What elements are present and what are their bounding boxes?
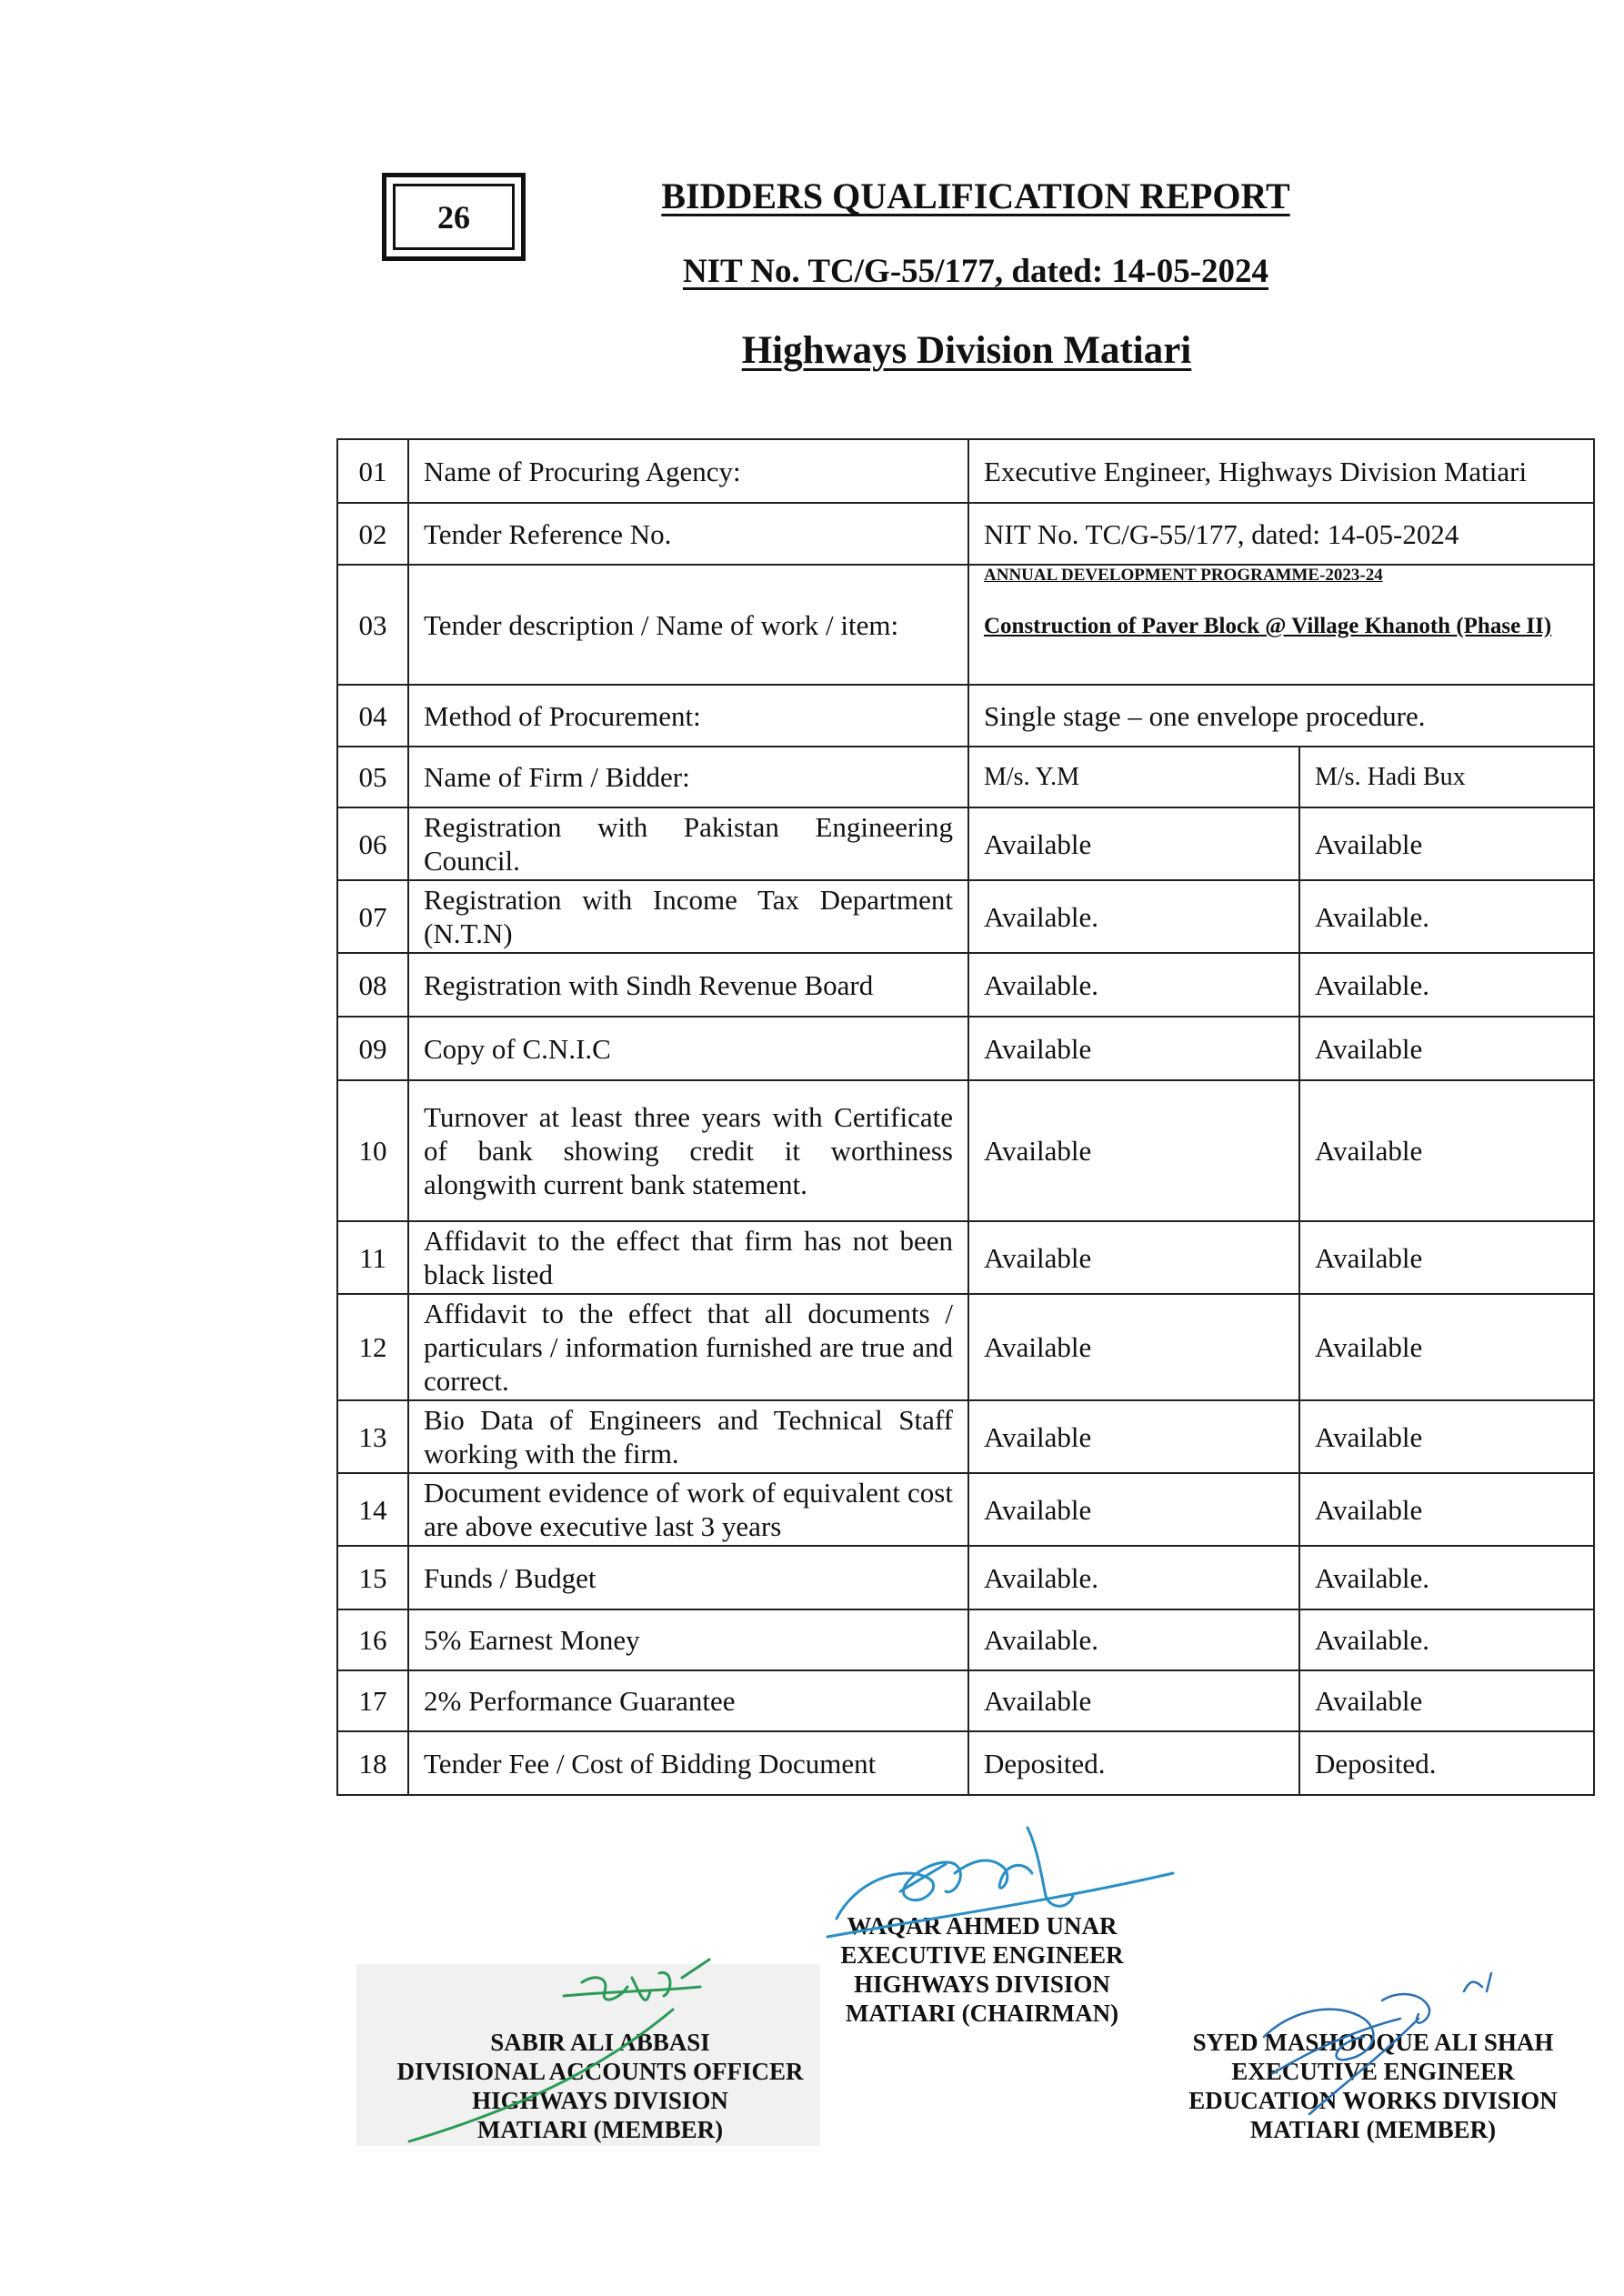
row-number: 12 — [337, 1294, 408, 1400]
row-number: 17 — [337, 1670, 408, 1731]
row-item: Document evidence of work of equivalent cost are above executive last 3 years — [408, 1473, 968, 1546]
row-item: Copy of C.N.I.C — [408, 1017, 968, 1080]
signatory-title: EXECUTIVE ENGINEER — [1231, 2058, 1515, 2085]
signatory-title: EXECUTIVE ENGINEER — [840, 1941, 1124, 1969]
firm-2-status: Available. — [1299, 880, 1594, 953]
accounts-signature-scribble — [400, 1955, 746, 2146]
signatory-division: EDUCATION WORKS DIVISION — [1188, 2087, 1558, 2114]
signatory-name: WAQAR AHMED UNAR — [847, 1912, 1118, 1940]
row-item: 5% Earnest Money — [408, 1609, 968, 1670]
row-number: 01 — [337, 439, 408, 503]
nit-reference: NIT No. TC/G-55/177, dated: 14-05-2024 — [682, 253, 1269, 290]
firm-2-status: Available — [1299, 1221, 1594, 1294]
table-row — [337, 1609, 1594, 1670]
row-item: Registration with Pakistan Engineering Council. — [408, 807, 968, 880]
table-row — [337, 1080, 1594, 1221]
row-number: 15 — [337, 1546, 408, 1609]
firm-2-status: Deposited. — [1299, 1731, 1594, 1795]
row-number: 13 — [337, 1400, 408, 1473]
table-row — [337, 807, 1594, 880]
firm-2-status: Available. — [1299, 1609, 1594, 1670]
firm-1-status: Available. — [968, 880, 1299, 953]
programme-label: ANNUAL DEVELOPMENT PROGRAMME-2023-24 — [984, 566, 1383, 585]
table-row — [337, 1017, 1594, 1080]
firm-2-status: Available. — [1299, 1546, 1594, 1609]
firm-1-status: Deposited. — [968, 1731, 1299, 1795]
row-number: 02 — [337, 503, 408, 565]
report-title: BIDDERS QUALIFICATION REPORT — [661, 175, 1290, 216]
firm-1-status: Available — [968, 1221, 1299, 1294]
signatory-role: MATIARI (CHAIRMAN) — [845, 2000, 1119, 2027]
firm-1-status: Available. — [968, 953, 1299, 1017]
row-item: Tender description / Name of work / item: — [408, 565, 968, 685]
row-value: NIT No. TC/G-55/177, dated: 14-05-2024 — [968, 503, 1594, 565]
firm-1-status: Available — [968, 1294, 1299, 1400]
firm-2-status: Available — [1299, 807, 1594, 880]
firm-2-status: Available — [1299, 1017, 1594, 1080]
chairman-signature-scribble — [818, 1810, 1182, 1946]
row-item: 2% Performance Guarantee — [408, 1670, 968, 1731]
signatory-role: MATIARI (MEMBER) — [1249, 2116, 1497, 2143]
firm-1-name: M/s. Y.M — [968, 747, 1299, 807]
table-row — [337, 880, 1594, 953]
table-row — [337, 439, 1594, 503]
row-number: 08 — [337, 953, 408, 1017]
firm-2-status: Available — [1299, 1473, 1594, 1546]
row-item: Turnover at least three years with Certificate of bank showing credit it worthiness alongwith current bank statement. — [408, 1080, 968, 1221]
row-number: 14 — [337, 1473, 408, 1546]
row-item: Registration with Income Tax Department (N.T.N) — [408, 880, 968, 953]
firm-1-status: Available. — [968, 1609, 1299, 1670]
firm-1-status: Available — [968, 807, 1299, 880]
table-row — [337, 1294, 1594, 1400]
table-row — [337, 565, 1594, 685]
firm-1-status: Available — [968, 1017, 1299, 1080]
firm-1-status: Available — [968, 1473, 1299, 1546]
firm-2-status: Available — [1299, 1670, 1594, 1731]
signatory-title: DIVISIONAL ACCOUNTS OFFICER — [396, 2058, 804, 2085]
firm-1-status: Available. — [968, 1546, 1299, 1609]
table-row — [337, 953, 1594, 1017]
row-item: Funds / Budget — [408, 1546, 968, 1609]
qualification-table — [336, 438, 1595, 1796]
row-number: 10 — [337, 1080, 408, 1221]
row-number: 03 — [337, 565, 408, 685]
table-row — [337, 685, 1594, 747]
work-name: Construction of Paver Block @ Village Khanoth (Phase II) — [984, 614, 1552, 638]
signatory-role: MATIARI (MEMBER) — [476, 2116, 724, 2143]
row-item: Affidavit to the effect that firm has not been black listed — [408, 1221, 968, 1294]
row-number: 18 — [337, 1731, 408, 1795]
firm-2-status: Available — [1299, 1080, 1594, 1221]
table-row — [337, 1473, 1594, 1546]
row-value: Executive Engineer, Highways Division Matiari — [968, 439, 1594, 503]
firm-1-status: Available — [968, 1670, 1299, 1731]
signatory-division: HIGHWAYS DIVISION — [472, 2087, 728, 2114]
row-item: Tender Reference No. — [408, 503, 968, 565]
table-row — [337, 1221, 1594, 1294]
table-row — [337, 1400, 1594, 1473]
row-item: Method of Procurement: — [408, 685, 968, 747]
row-number: 06 — [337, 807, 408, 880]
education-signature-scribble — [1237, 1964, 1528, 2119]
row-item: Bio Data of Engineers and Technical Staff working with the firm. — [408, 1400, 968, 1473]
row-number: 09 — [337, 1017, 408, 1080]
row-number: 16 — [337, 1609, 408, 1670]
firm-2-name: M/s. Hadi Bux — [1299, 747, 1594, 807]
division-name: Highways Division Matiari — [741, 329, 1192, 372]
table-row — [337, 747, 1594, 807]
firm-2-status: Available — [1299, 1294, 1594, 1400]
row-number: 04 — [337, 685, 408, 747]
row-number: 11 — [337, 1221, 408, 1294]
row-item: Registration with Sindh Revenue Board — [408, 953, 968, 1017]
page-number: 26 — [393, 184, 515, 250]
table-row — [337, 1670, 1594, 1731]
signatory-name: SABIR ALI ABBASI — [490, 2029, 710, 2056]
row-value — [968, 565, 1594, 685]
firm-1-status: Available — [968, 1080, 1299, 1221]
row-item: Name of Procuring Agency: — [408, 439, 968, 503]
table-row — [337, 1731, 1594, 1795]
row-item: Affidavit to the effect that all documents / particulars / information furnished are true and correct. — [408, 1294, 968, 1400]
firm-2-status: Available. — [1299, 953, 1594, 1017]
table-row — [337, 503, 1594, 565]
row-item: Name of Firm / Bidder: — [408, 747, 968, 807]
firm-2-status: Available — [1299, 1400, 1594, 1473]
row-item: Tender Fee / Cost of Bidding Document — [408, 1731, 968, 1795]
signatory-name: SYED MASHOOQUE ALI SHAH — [1192, 2029, 1554, 2056]
firm-1-status: Available — [968, 1400, 1299, 1473]
row-value: Single stage – one envelope procedure. — [968, 685, 1594, 747]
row-number: 07 — [337, 880, 408, 953]
row-number: 05 — [337, 747, 408, 807]
signatory-division: HIGHWAYS DIVISION — [854, 1970, 1110, 1998]
table-row — [337, 1546, 1594, 1609]
